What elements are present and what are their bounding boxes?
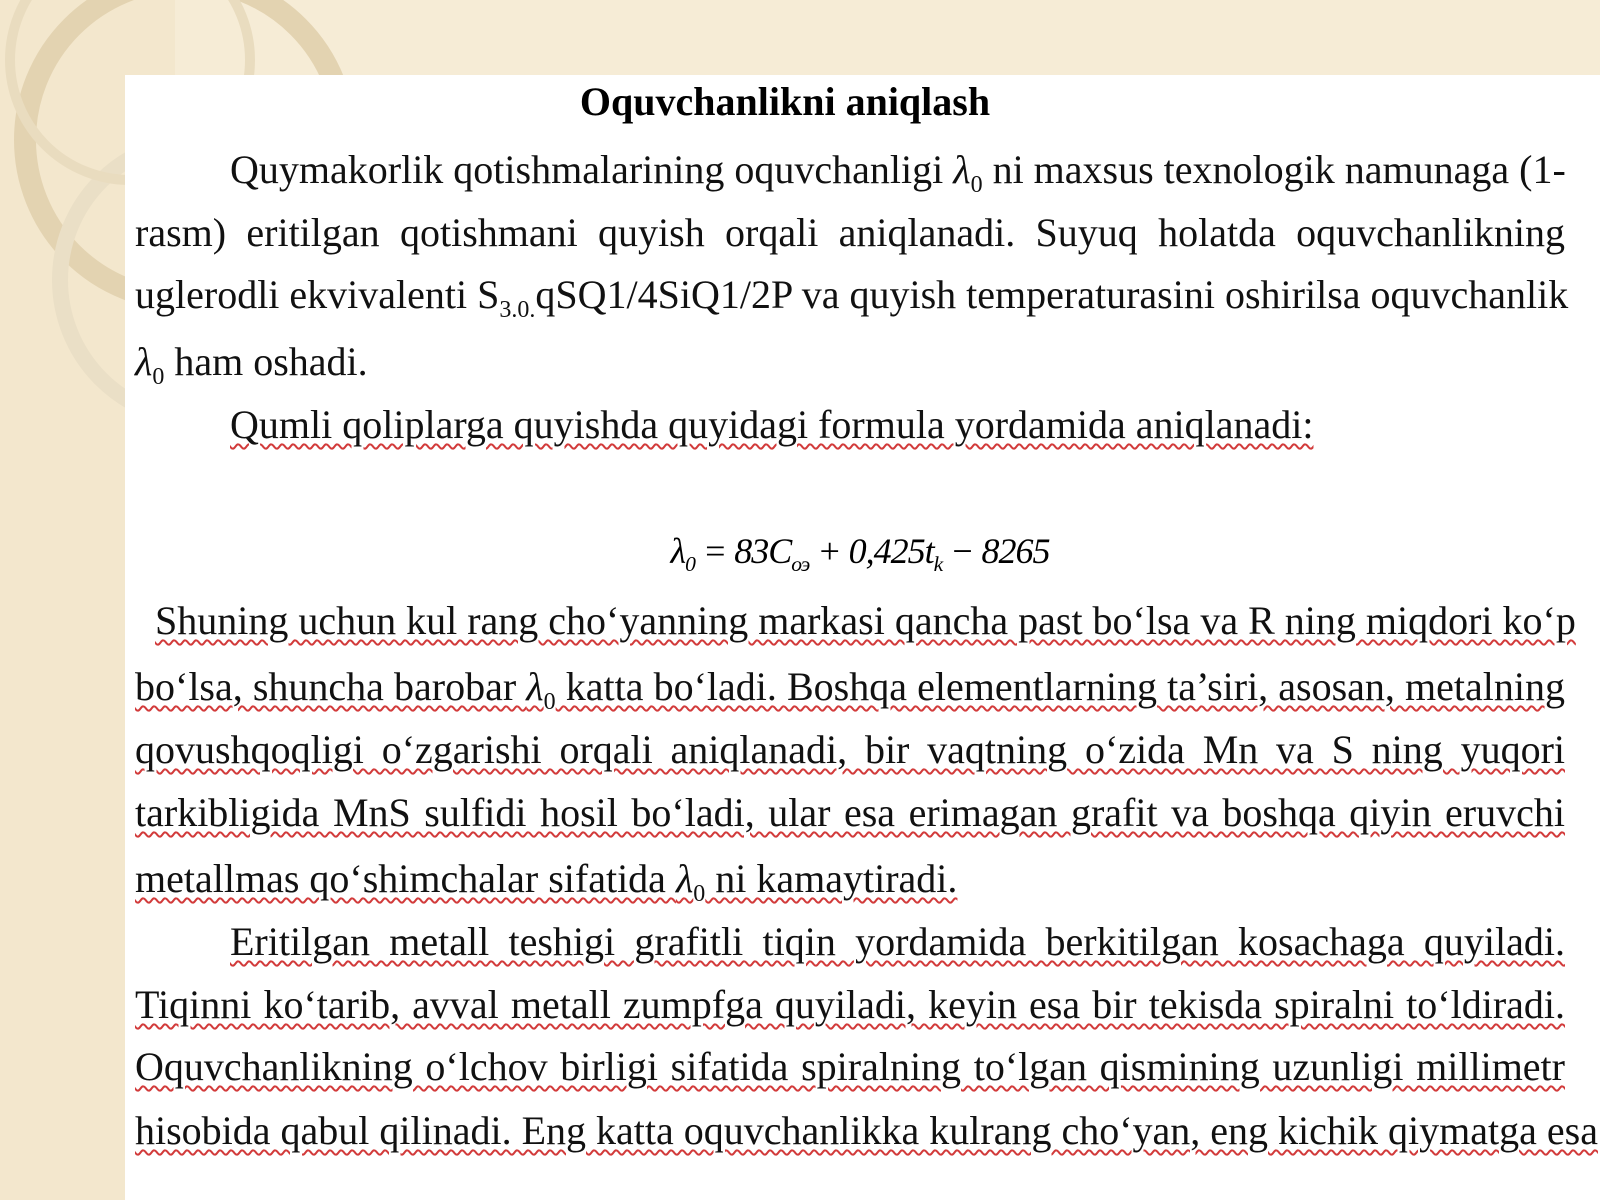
lambda-symbol: λ: [526, 664, 544, 709]
text-run: bo‘lsa, shuncha barobar: [135, 664, 527, 709]
paragraph-line: Oquvchanlikning o‘lchov birligi sifatida spiralning to‘lgan qismining uzunligi millimetr: [135, 1044, 1565, 1089]
formula-term: − 8265: [942, 531, 1050, 571]
lambda-symbol: λ: [135, 339, 153, 384]
subscript: k: [933, 552, 943, 577]
paragraph-line: Eritilgan metall teshigi grafitli tiqin yordamida berkitilgan kosachaga quyiladi.: [230, 919, 1565, 964]
paragraph-line: tarkibligida MnS sulfidi hosil bo‘ladi, ular esa erimagan grafit va boshqa qiyin eruvchi: [135, 790, 1565, 835]
paragraph-line: [135, 856, 1565, 917]
formula-term: = 83C: [694, 531, 792, 571]
text-run: Quymakorlik qotishmalarining oquvchanligi: [230, 147, 954, 192]
paragraph-line: [135, 147, 1565, 208]
formula: [0, 530, 1600, 577]
formula-term: + 0,425t: [809, 531, 934, 571]
subscript: 0: [970, 172, 983, 198]
paragraph-line: hisobida qabul qilinadi. Eng katta oquvchanlikka kulrang cho‘yan, eng kichik qiymatga esa: [135, 1108, 1598, 1153]
text-run: metallmas qo‘shimchalar sifatida: [135, 856, 676, 901]
text-run: ni kamaytiradi.: [705, 856, 958, 901]
text-run: ham oshadi.: [164, 339, 368, 384]
text-run: katta bo‘ladi. Boshqa elementlarning ta’siri, asosan, metalning: [555, 664, 1565, 709]
paragraph-line: [135, 272, 1569, 333]
paragraph-line: rasm) eritilgan qotishmani quyish orqali aniqlanadi. Suyuq holatda oquvchanlikning: [135, 210, 1565, 255]
lambda-symbol: λ: [675, 856, 694, 901]
paragraph-line: [135, 339, 1565, 400]
text-run: uglerodli ekvivalenti S: [135, 272, 500, 317]
paragraph-line: Shuning uchun kul rang cho‘yanning markasi qancha past bo‘lsa va R ning miqdori ko‘p: [155, 598, 1576, 643]
formula-lhs: λ: [670, 531, 686, 571]
subscript: 0: [685, 552, 695, 577]
document-title: Oquvchanlikni aniqlash: [579, 79, 991, 124]
subscript: 0: [543, 689, 556, 715]
subscript: 3.0.: [499, 297, 536, 323]
paragraph-line: qovushqoqligi o‘zgarishi orqali aniqlanadi, bir vaqtning o‘zida Mn va S ning yuqori: [135, 727, 1565, 772]
text-run: ni maxsus texnologik namunaga (1-: [992, 147, 1566, 192]
paragraph-line: Tiqinni ko‘tarib, avval metall zumpfga quyiladi, keyin esa bir tekisda spiralni to‘ldiradi.: [135, 982, 1565, 1027]
subscript: 0: [152, 364, 165, 390]
subscript: 0: [693, 881, 706, 907]
text-run: qSQ1/4SiQ1/2P va quyish temperaturasini oshirilsa oquvchanlik: [535, 272, 1569, 317]
subscript: оэ: [791, 552, 810, 577]
paragraph-line: Qumli qoliplarga quyishda quyidagi formula yordamida aniqlanadi:: [230, 402, 1314, 447]
lambda-symbol: λ: [953, 147, 971, 192]
paragraph-line: [135, 664, 1565, 725]
